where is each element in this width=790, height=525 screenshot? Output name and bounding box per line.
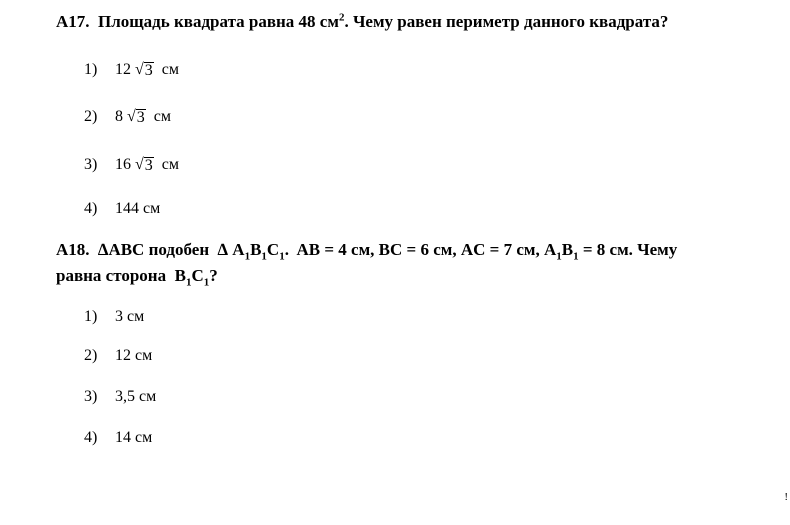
option-text: 12 см <box>115 347 153 364</box>
option-text: 3 см <box>115 308 145 325</box>
option-a18-3[interactable] <box>84 387 156 407</box>
option-a18-4[interactable] <box>84 428 152 448</box>
subscript: 1 <box>261 250 267 263</box>
option-a18-1[interactable] <box>84 307 144 327</box>
vertex-c1: C <box>266 240 280 259</box>
option-number: 3) <box>84 388 98 405</box>
option-number: 2) <box>84 347 98 364</box>
option-coefficient: 12 <box>115 61 131 78</box>
radical-sign: √ <box>135 156 144 173</box>
option-unit: см <box>161 156 180 173</box>
superscript: 2 <box>338 11 345 24</box>
subscript: 1 <box>203 276 210 289</box>
question-a18-line2 <box>56 264 218 288</box>
question-text-end: . Чему равен периметр данного квадрата? <box>344 12 669 31</box>
option-text: 3,5 см <box>115 388 157 405</box>
triangle-abc: ABC <box>108 240 145 259</box>
vertex-a1: A <box>232 240 245 259</box>
subscript: 1 <box>556 250 562 263</box>
option-text: 144 см <box>115 200 161 217</box>
sqrt-expression <box>135 61 154 79</box>
option-number: 1) <box>84 308 98 325</box>
side-c: C <box>191 266 204 285</box>
option-a17-3[interactable] <box>84 155 179 175</box>
subscript: 1 <box>279 250 285 263</box>
radicand: 3 <box>136 109 145 126</box>
radical-sign: √ <box>127 108 136 125</box>
triangle-symbol: ∆ <box>98 240 109 259</box>
option-number: 1) <box>84 61 98 78</box>
vertex-b1: B <box>250 240 262 259</box>
question-a18 <box>56 238 677 262</box>
option-a18-2[interactable] <box>84 346 152 366</box>
subscript: 1 <box>573 250 579 263</box>
question-text: Площадь квадрата равна 48 см <box>98 12 339 31</box>
option-a17-1[interactable] <box>84 60 179 80</box>
option-coefficient: 16 <box>115 156 131 173</box>
corner-mark: ! <box>784 491 788 503</box>
radicand: 3 <box>144 62 153 79</box>
question-number: A18. <box>56 240 90 259</box>
line2-text: равна сторона <box>56 266 167 285</box>
similar-word: подобен <box>148 240 210 259</box>
sqrt-expression <box>135 156 154 174</box>
sqrt-expression <box>127 108 146 126</box>
side-b: B <box>174 266 186 285</box>
option-a17-4[interactable] <box>84 199 160 219</box>
question-a17 <box>56 10 668 34</box>
option-coefficient: 8 <box>115 108 123 125</box>
option-number: 2) <box>84 108 98 125</box>
option-unit: см <box>161 61 180 78</box>
conditions-text: AB = 4 см, BC = 6 см, AC = 7 см, A <box>296 240 557 259</box>
triangle-symbol-2: ∆ <box>217 240 229 259</box>
option-text: 14 см <box>115 429 153 446</box>
conditions-end: = 8 см. Чему <box>578 240 678 259</box>
question-number: A17. <box>56 12 90 31</box>
conditions-b: B <box>561 240 574 259</box>
period: . <box>284 240 289 259</box>
option-number: 4) <box>84 429 98 446</box>
option-number: 3) <box>84 156 98 173</box>
subscript: 1 <box>244 250 251 263</box>
option-unit: см <box>153 108 172 125</box>
radical-sign: √ <box>135 61 144 78</box>
option-number: 4) <box>84 200 98 217</box>
subscript: 1 <box>185 276 192 289</box>
radicand: 3 <box>144 157 153 174</box>
question-mark: ? <box>209 266 218 285</box>
option-a17-2[interactable] <box>84 107 171 127</box>
